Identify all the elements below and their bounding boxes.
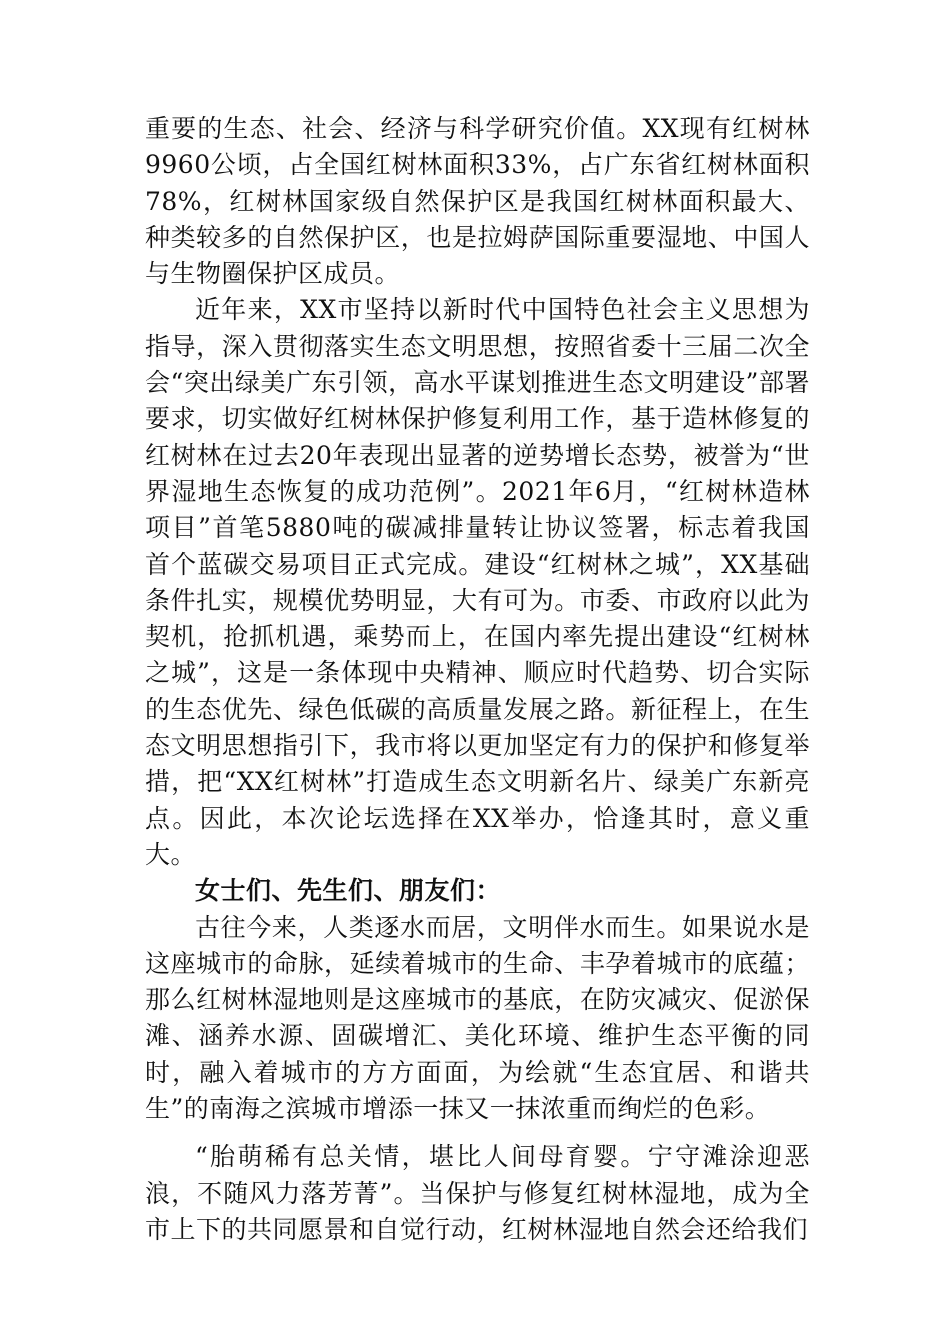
paragraph-mangrove-overview: 重要的生态、社会、经济与科学研究价值。XX现有红树林9960公顷，占全国红树林面积33%，占广东省红树林面积78%，红树林国家级自然保护区是我国红树林面积最大、种类较多的自然保护区，也是拉姆萨国际重要湿地、中国人与生物圈保护区成员。 bbox=[145, 114, 810, 289]
salutation-heading: 女士们、先生们、朋友们： bbox=[195, 876, 502, 906]
paragraph-poem-quote: “胎萌稀有总关情，堪比人间母育婴。宁守滩涂迎恶浪，不随风力落芳菁”。当保护与修复红树林湿地，成为全市上下的共同愿景和自觉行动，红树林湿地自然会还给我们 bbox=[145, 1142, 810, 1244]
paragraph-water-city: 古往今来，人类逐水而居，文明伴水而生。如果说水是这座城市的命脉，延续着城市的生命、丰孕着城市的底蕴；那么红树林湿地则是这座城市的基底，在防灾减灾、促淤保滩、涵养水源、固碳增汇、美化环境、维护生态平衡的同时，融入着城市的方方面面，为绘就“生态宜居、和谐共生”的南海之滨城市增添一抹又一抹浓重而绚烂的色彩。 bbox=[145, 912, 810, 1124]
document-body bbox=[145, 111, 810, 1248]
paragraph-recent-years: 近年来，XX市坚持以新时代中国特色社会主义思想为指导，深入贯彻落实生态文明思想，按照省委十三届二次全会“突出绿美广东引领，高水平谋划推进生态文明建设”部署要求，切实做好红树林保护修复利用工作，基于造林修复的红树林在过去20年表现出显著的逆势增长态势，被誉为“世界湿地生态恢复的成功范例”。2021年6月，“红树林造林项目”首笔5880吨的碳减排量转让协议签署，标志着我国首个蓝碳交易项目正式完成。建设“红树林之城”，XX基础条件扎实，规模优势明显，大有可为。市委、市政府以此为契机，抢抓机遇，乘势而上，在国内率先提出建设“红树林之城”，这是一条体现中央精神、顺应时代趋势、切合实际的生态优先、绿色低碳的高质量发展之路。新征程上，在生态文明思想指引下，我市将以更加坚定有力的保护和修复举措，把“XX红树林”打造成生态文明新名片、绿美广东新亮点。因此，本次论坛选择在XX举办，恰逢其时，意义重大。 bbox=[145, 295, 810, 869]
